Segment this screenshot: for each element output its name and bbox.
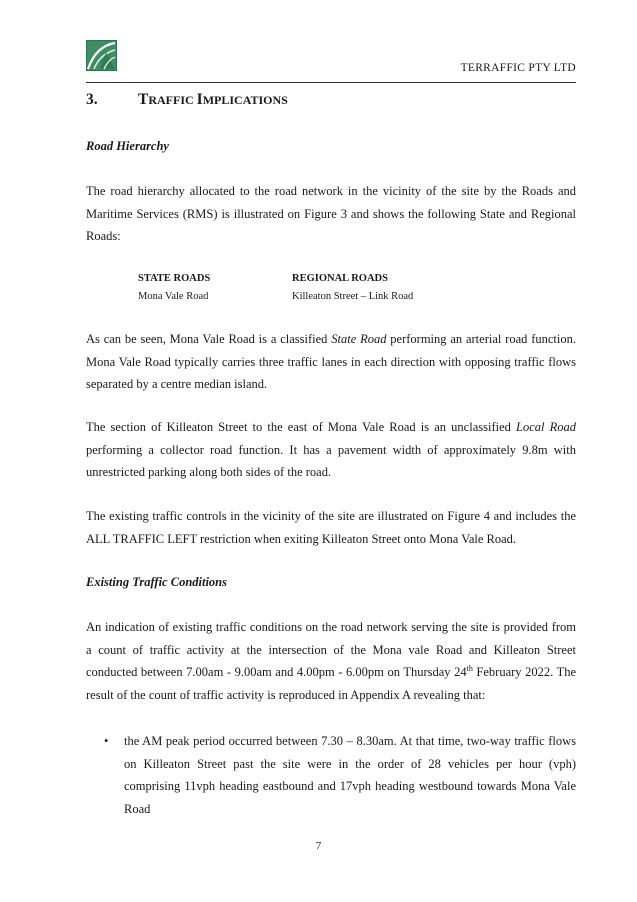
company-logo-icon [86,40,117,71]
section-number: 3. [86,91,98,108]
paragraph-traffic-controls: The existing traffic controls in the vicinity of the site are illustrated on Figure 4 and includes the ALL TRAFFIC LEFT restriction when exiting Killeaton Street onto Mona Vale Road. [86,509,576,546]
state-roads-header: STATE ROADS [138,273,211,284]
paragraph-mona-vale: As can be seen, Mona Vale Road is a classified State Road performing an arterial road function. Mona Vale Road typically carries three traffic lanes in each direction with opposing traffic flows separated by a centre median island. [86,332,576,391]
bullet-icon: • [104,734,109,748]
paragraph-killeaton: The section of Killeaton Street to the east of Mona Vale Road is an unclassified Local Road performing a collector road function. It has a pavement width of approximately 9.8m with unrestricted parking along both sides of the road. [86,420,576,479]
company-name: TERRAFFIC PTY LTD [460,62,576,74]
road-hierarchy-heading: Road Hierarchy [86,139,169,153]
existing-conditions-heading: Existing Traffic Conditions [86,575,228,589]
bullet-list [104,730,576,820]
regional-roads-header: REGIONAL ROADS [292,273,388,284]
header-rule [86,82,576,83]
paragraph-traffic-count: An indication of existing traffic conditions on the road network serving the site is provided from a count of traffic activity at the intersection of the Mona vale Road and Killeaton Street conducted between 7.00am - 9.00am and 4.00pm - 6.00pm on Thursday 24th February 2022. The result of the count of traffic activity is reproduced in Appendix A revealing that: [86,620,577,702]
list-item: the AM peak period occurred between 7.30 – 8.30am. At that time, two-way traffic flows on Killeaton Street past the site were in the order of 28 vehicles per hour (vph) comprising 11vph heading eastbound and 17vph heading westbound towards Mona Vale Road [124,734,576,816]
section-title: 3. TRAFFIC IMPLICATIONS [86,91,288,108]
regional-road-value: Killeaton Street – Link Road [292,291,414,302]
road-hierarchy-intro: The road hierarchy allocated to the road network in the vicinity of the site by the Roads and Maritime Services (RMS) is illustrated on Figure 3 and shows the following State and Regional Roads: [86,184,576,243]
page-number: 7 [315,840,322,852]
state-road-value: Mona Vale Road [138,291,209,302]
